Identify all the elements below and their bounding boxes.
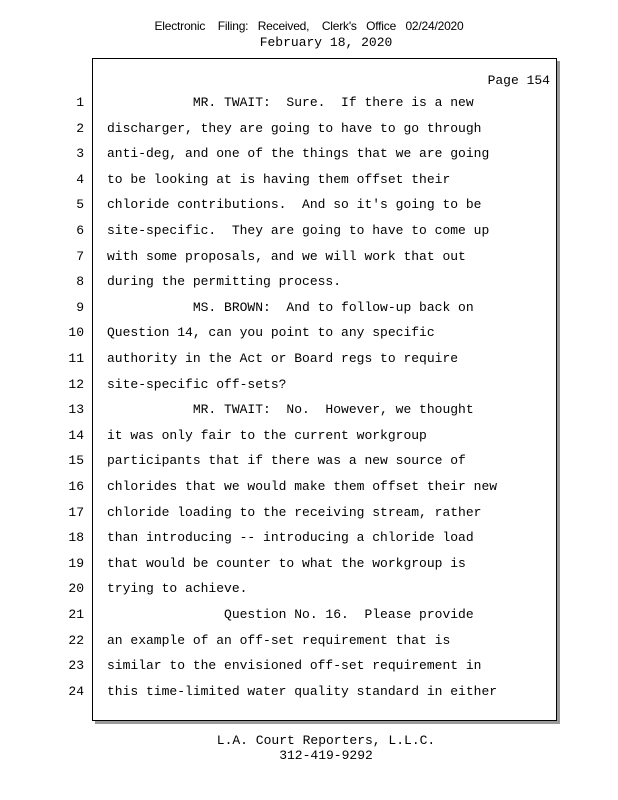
line-text: it was only fair to the current workgroup (107, 427, 427, 443)
transcript-line (0, 656, 618, 676)
line-number: 16 (68, 479, 84, 494)
line-text: anti-deg, and one of the things that we are going (107, 146, 490, 162)
page-number: Page 154 (487, 73, 550, 88)
transcript-line (0, 298, 618, 318)
transcript-line (0, 119, 618, 139)
line-text: site-specific. They are going to have to come up (107, 223, 490, 238)
line-number: 19 (68, 555, 84, 571)
line-text: this time-limited water quality standard in either (107, 683, 498, 699)
transcript-line (0, 144, 618, 164)
line-number: 1 (76, 95, 84, 110)
line-text: chloride contributions. And so it's going to be (107, 197, 482, 213)
line-number: 12 (68, 376, 84, 392)
transcript-line (0, 528, 618, 548)
transcript-line (0, 631, 618, 651)
line-number: 9 (76, 299, 84, 315)
line-number: 10 (68, 325, 84, 341)
line-text: Question 14, can you point to any specific (107, 325, 435, 341)
transcript-line (0, 247, 618, 267)
line-number: 3 (76, 146, 84, 162)
line-text: than introducing -- introducing a chloride load (107, 530, 474, 546)
transcript-line (0, 503, 618, 523)
line-number: 22 (68, 632, 84, 648)
line-number: 21 (68, 607, 84, 622)
transcript-line (0, 426, 618, 446)
transcript-line (0, 272, 618, 292)
transcript-line (0, 170, 618, 190)
line-number: 14 (68, 427, 84, 443)
line-text: similar to the envisioned off-set requirement in (107, 658, 482, 674)
filing-stamp: Electronic Filing: Received, Clerk's Office 02/24/2020 (154, 19, 464, 33)
line-number: 20 (68, 581, 84, 597)
line-number: 17 (68, 504, 84, 520)
transcript-line (0, 323, 618, 343)
transcript-line (0, 93, 618, 113)
line-text: participants that if there was a new source of (107, 453, 466, 469)
line-number: 23 (68, 658, 84, 674)
line-text: an example of an off-set requirement that is (107, 632, 451, 648)
line-text: trying to achieve. (107, 581, 248, 597)
line-text: during the permitting process. (107, 274, 342, 290)
line-number: 8 (76, 274, 84, 290)
line-text: that would be counter to what the workgroup is (107, 555, 466, 571)
line-text: chloride loading to the receiving stream, rather (107, 504, 482, 520)
line-number: 11 (68, 351, 84, 366)
line-number: 24 (68, 683, 84, 699)
line-number: 15 (68, 453, 84, 469)
transcript-line (0, 554, 618, 574)
transcript-line (0, 400, 618, 420)
transcript-line (0, 477, 618, 497)
line-number: 13 (68, 402, 84, 418)
transcript-line (0, 682, 618, 702)
line-text: site-specific off-sets? (107, 376, 287, 392)
line-number: 7 (76, 248, 84, 264)
transcript-line (0, 349, 618, 369)
line-text: with some proposals, and we will work that out (107, 248, 466, 264)
line-text: MR. TWAIT: No. However, we thought (107, 402, 474, 418)
transcript-line (0, 375, 618, 395)
line-number: 5 (76, 197, 84, 213)
line-text: MR. TWAIT: Sure. If there is a new (107, 95, 474, 110)
line-number: 4 (76, 171, 84, 187)
reporter-phone: 312-419-9292 (279, 748, 373, 763)
transcript-line (0, 221, 618, 241)
line-number: 2 (76, 120, 84, 136)
line-text: Question No. 16. Please provide (107, 607, 474, 622)
line-text: discharger, they are going to have to go through (107, 120, 482, 136)
transcript-line (0, 451, 618, 471)
transcript-date: February 18, 2020 (259, 35, 393, 50)
line-text: chlorides that we would make them offset their new (107, 479, 498, 494)
transcript-line (0, 579, 618, 599)
line-number: 18 (68, 530, 84, 546)
line-number: 6 (76, 223, 84, 238)
transcript-line (0, 195, 618, 215)
transcript-line (0, 605, 618, 625)
line-text: MS. BROWN: And to follow-up back on (107, 299, 474, 315)
line-text: authority in the Act or Board regs to require (107, 351, 459, 366)
reporter-company: L.A. Court Reporters, L.L.C. (216, 733, 436, 748)
line-text: to be looking at is having them offset their (107, 171, 451, 187)
